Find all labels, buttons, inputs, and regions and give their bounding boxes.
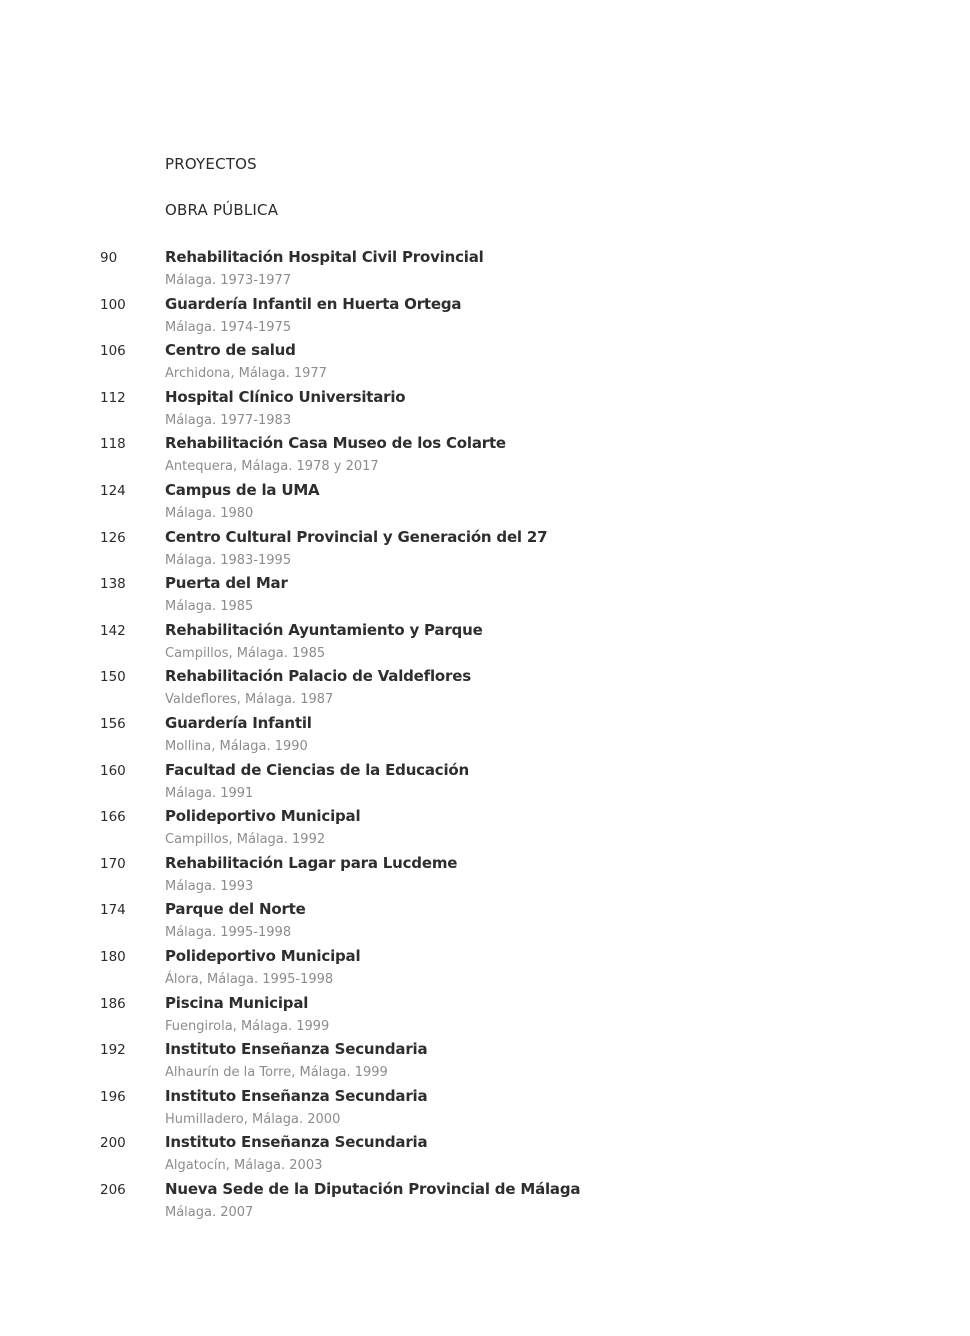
list-item [0, 947, 970, 994]
list-item [0, 1133, 970, 1180]
project-title: Rehabilitación Palacio de Valdeflores [165, 667, 471, 686]
page-number: 180 [100, 948, 126, 965]
project-location: Málaga. 1993 [165, 878, 254, 894]
list-item [0, 1087, 970, 1134]
list-item [0, 388, 970, 435]
page-number: 106 [100, 343, 126, 360]
project-location: Málaga. 1991 [165, 785, 254, 801]
project-title: Centro Cultural Provincial y Generación del 27 [165, 527, 548, 546]
section-title: PROYECTOS [165, 155, 257, 173]
page-number: 156 [100, 715, 126, 732]
page-number: 100 [100, 296, 126, 313]
project-title: Rehabilitación Casa Museo de los Colarte [165, 434, 506, 453]
project-location: Málaga. 1980 [165, 505, 254, 521]
project-location: Campillos, Málaga. 1992 [165, 832, 326, 848]
project-location: Archidona, Málaga. 1977 [165, 366, 327, 382]
project-title: Guardería Infantil [165, 713, 312, 732]
project-location: Málaga. 2007 [165, 1204, 254, 1220]
list-item [0, 621, 970, 668]
page-number: 196 [100, 1088, 126, 1105]
project-title: Centro de salud [165, 341, 296, 360]
list-item [0, 994, 970, 1041]
page-number: 192 [100, 1042, 126, 1059]
page-number: 200 [100, 1135, 126, 1152]
project-location: Humilladero, Málaga. 2000 [165, 1111, 341, 1127]
page-number: 118 [100, 436, 126, 453]
project-location: Málaga. 1973-1977 [165, 273, 292, 288]
project-title: Instituto Enseñanza Secundaria [165, 1040, 428, 1059]
project-location: Fuengirola, Málaga. 1999 [165, 1018, 330, 1034]
project-list [0, 248, 970, 1226]
list-item [0, 1040, 970, 1087]
page-number: 142 [100, 622, 126, 639]
page-number: 138 [100, 576, 126, 593]
project-title: Rehabilitación Lagar para Lucdeme [165, 853, 458, 872]
list-item [0, 295, 970, 342]
project-location: Mollina, Málaga. 1990 [165, 738, 308, 754]
list-item [0, 248, 970, 295]
page-number: 150 [100, 669, 126, 686]
list-item [0, 434, 970, 481]
project-title: Campus de la UMA [165, 480, 320, 499]
project-title: Parque del Norte [165, 900, 306, 919]
list-item [0, 900, 970, 947]
list-item [0, 574, 970, 621]
project-title: Hospital Clínico Universitario [165, 387, 406, 406]
project-title: Nueva Sede de la Diputación Provincial de Málaga [165, 1179, 581, 1198]
project-title: Instituto Enseñanza Secundaria [165, 1086, 428, 1105]
section-subtitle: OBRA PÚBLICA [165, 201, 279, 219]
project-location: Málaga. 1974-1975 [165, 319, 292, 335]
page-number: 174 [100, 902, 126, 919]
project-location: Algatocín, Málaga. 2003 [165, 1158, 323, 1174]
page-number: 124 [100, 482, 126, 499]
project-location: Álora, Málaga. 1995-1998 [165, 971, 334, 987]
project-location: Valdeflores, Málaga. 1987 [165, 692, 334, 708]
list-item [0, 714, 970, 761]
project-title: Instituto Enseñanza Secundaria [165, 1133, 428, 1152]
page-number: 160 [100, 762, 126, 779]
project-location: Campillos, Málaga. 1985 [165, 645, 326, 661]
project-location: Málaga. 1995-1998 [165, 925, 292, 941]
list-item [0, 481, 970, 528]
list-item [0, 667, 970, 714]
page-number: 90 [100, 250, 118, 266]
page-number: 170 [100, 855, 126, 872]
project-location: Málaga. 1983-1995 [165, 552, 292, 568]
list-item [0, 528, 970, 575]
list-item [0, 807, 970, 854]
project-title: Puerta del Mar [165, 574, 288, 593]
page-number: 166 [100, 809, 126, 826]
list-item [0, 854, 970, 901]
page-number: 126 [100, 529, 126, 546]
page-number: 206 [100, 1181, 126, 1198]
project-location: Málaga. 1977-1983 [165, 412, 292, 428]
list-item [0, 341, 970, 388]
project-title: Rehabilitación Ayuntamiento y Parque [165, 620, 483, 639]
project-title: Piscina Municipal [165, 993, 309, 1012]
project-title: Facultad de Ciencias de la Educación [165, 760, 470, 779]
list-item [0, 1180, 970, 1227]
project-location: Málaga. 1985 [165, 599, 254, 615]
page-number: 112 [100, 389, 126, 406]
project-title: Rehabilitación Hospital Civil Provincial [165, 248, 484, 266]
project-location: Antequera, Málaga. 1978 y 2017 [165, 459, 379, 475]
list-item [0, 761, 970, 808]
page-number: 186 [100, 995, 126, 1012]
project-title: Guardería Infantil en Huerta Ortega [165, 294, 462, 313]
project-title: Polideportivo Municipal [165, 807, 361, 826]
project-location: Alhaurín de la Torre, Málaga. 1999 [165, 1065, 388, 1081]
project-title: Polideportivo Municipal [165, 946, 361, 965]
